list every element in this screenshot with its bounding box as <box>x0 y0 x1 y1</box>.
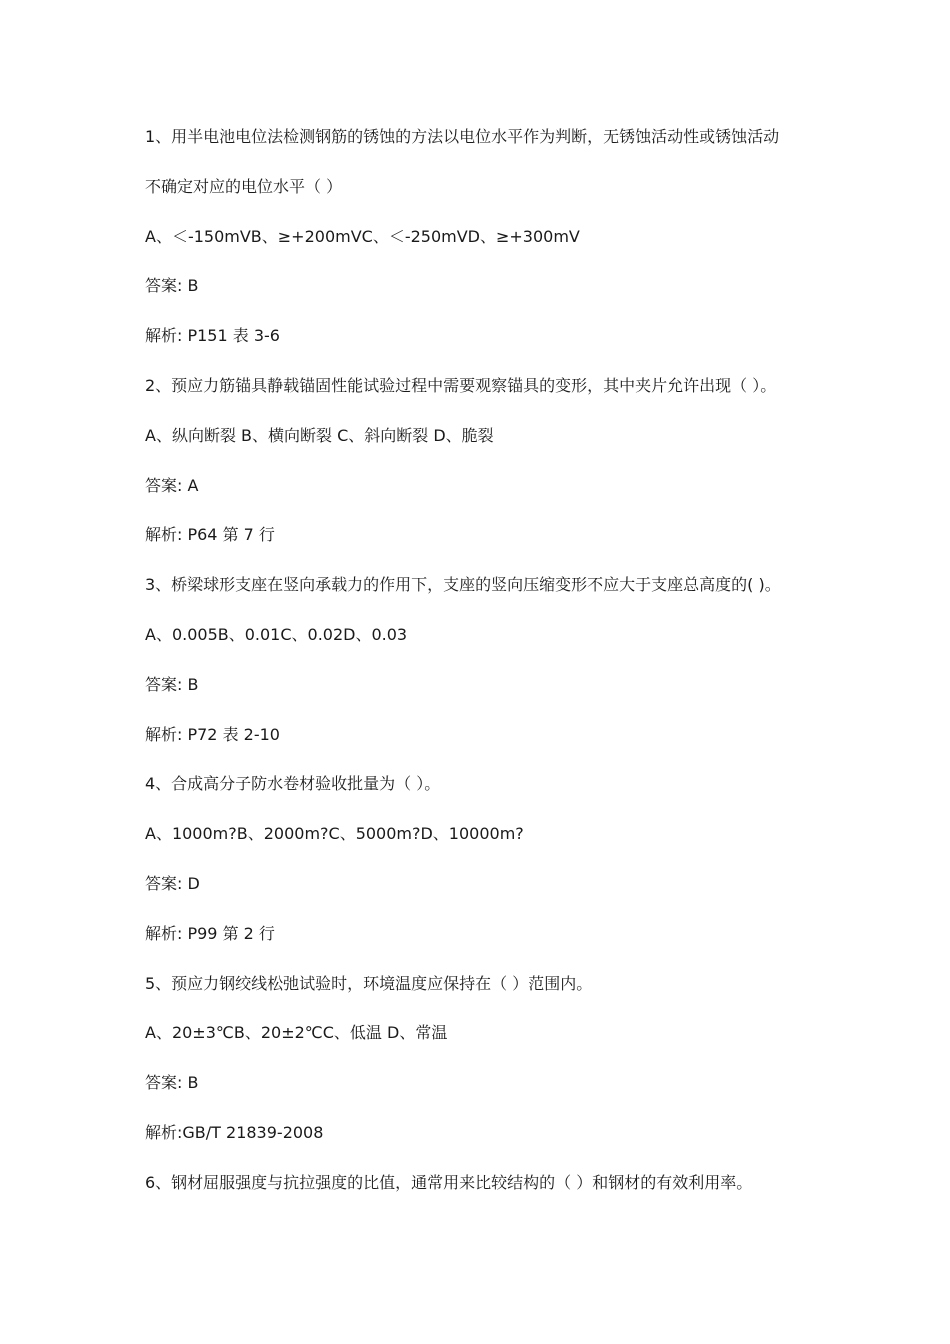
question-3-options: A、0.005B、0.01C、0.02D、0.03 <box>145 624 408 644</box>
question-2-answer: 答案: A <box>145 475 199 495</box>
document-body <box>145 123 825 1219</box>
question-3-answer: 答案: B <box>145 674 199 694</box>
question-5-text: 5、预应力钢绞线松弛试验时，环境温度应保持在（ ）范围内。 <box>145 973 593 993</box>
question-2-analysis: 解析: P64 第 7 行 <box>145 525 275 545</box>
question-1-analysis: 解析: P151 表 3-6 <box>145 326 280 346</box>
question-4-answer: 答案: D <box>145 873 200 893</box>
question-3-text: 3、桥梁球形支座在竖向承载力的作用下，支座的竖向压缩变形不应大于支座总高度的( )。 <box>145 575 781 595</box>
question-1-text-line-2: 不确定对应的电位水平（ ） <box>145 176 343 196</box>
question-5-answer: 答案: B <box>145 1073 199 1093</box>
question-5-analysis: 解析:GB/T 21839-2008 <box>145 1122 324 1142</box>
question-1-answer: 答案: B <box>145 276 199 296</box>
question-2-text: 2、预应力筋锚具静载锚固性能试验过程中需要观察锚具的变形，其中夹片允许出现（ ）。 <box>145 375 777 395</box>
question-4-analysis: 解析: P99 第 2 行 <box>145 923 275 943</box>
question-6-text: 6、钢材屈服强度与抗拉强度的比值，通常用来比较结构的（ ）和钢材的有效利用率。 <box>145 1172 753 1192</box>
question-1-options: A、＜-150mVB、≥+200mVC、＜-250mVD、≥+300mV <box>145 226 580 246</box>
question-3-analysis: 解析: P72 表 2-10 <box>145 724 280 744</box>
question-4-options: A、1000m?B、2000m?C、5000m?D、10000m? <box>145 824 524 844</box>
question-5-options: A、20±3℃B、20±2℃C、低温 D、常温 <box>145 1023 448 1043</box>
question-4-text: 4、合成高分子防水卷材验收批量为（ ）。 <box>145 774 441 794</box>
question-1-text-line-1: 1、用半电池电位法检测钢筋的锈蚀的方法以电位水平作为判断，无锈蚀活动性或锈蚀活动 <box>145 127 780 146</box>
question-2-options: A、纵向断裂 B、横向断裂 C、斜向断裂 D、脆裂 <box>145 425 494 445</box>
